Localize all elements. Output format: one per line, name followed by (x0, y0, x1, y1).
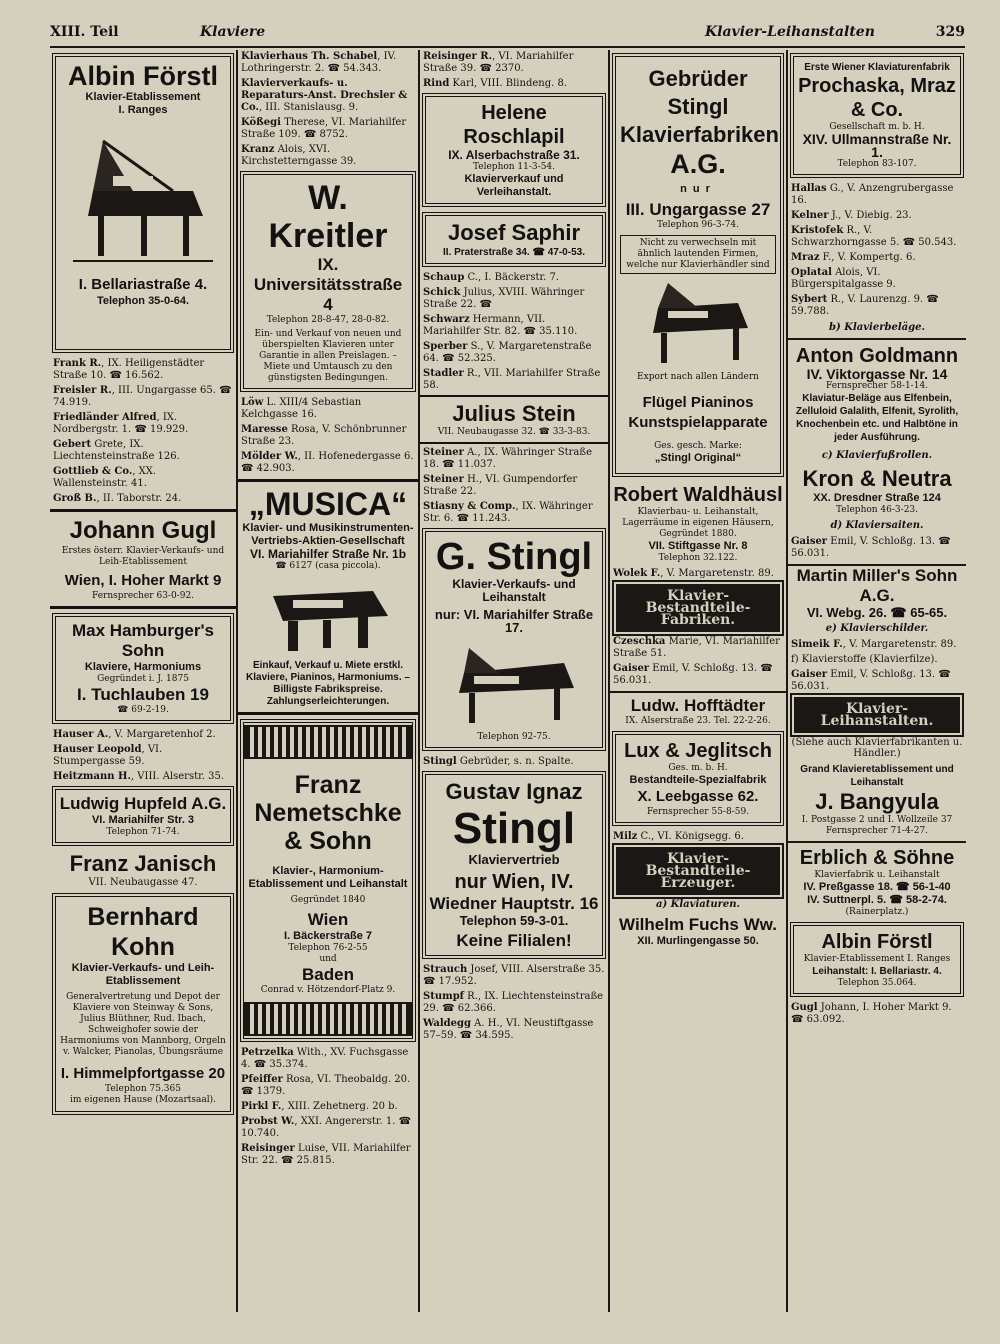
list-item: Frank R., IX. Heiligenstädter Straße 10. ☎ 16.562. (53, 358, 205, 381)
gebr-stingl-ad (612, 53, 784, 477)
list-item: Wolek F., V. Margaretenstr. 89. (613, 568, 774, 579)
roschlapil-ad (422, 93, 606, 207)
listing-group (238, 397, 418, 475)
list-item: f) Klavierstoffe (Klavierfilze). (791, 654, 938, 665)
column-3 (420, 50, 608, 1312)
ad-address: XIV. Ullmannstraße Nr. 1. (802, 131, 952, 160)
list-item: Sybert R., V. Laurenzg. 9. ☎ 59.788. (791, 294, 939, 317)
list-item: Hallas G., V. Anzengrubergasse 16. (791, 183, 954, 206)
list-item: Petrzelka With., XV. Fuchsgasse 4. ☎ 35.374. (241, 1047, 409, 1070)
section-label: Klaviere (200, 24, 266, 40)
ad-name: Johann Gugl (69, 517, 217, 544)
ornament-border (244, 725, 412, 759)
section-heading: Klavier-Bestandteile-Erzeuger. (616, 847, 780, 895)
ad-name: Josef Saphir (447, 220, 581, 245)
list-item: Waldegg A. H., VI. Neustiftgasse 57–59. ☎ 34.595. (423, 1018, 594, 1041)
ad-telephone: Telephon 71-74. (106, 827, 180, 837)
list-item: Pfeiffer Rosa, VI. Theobaldg. 20. ☎ 1379. (241, 1074, 411, 1097)
ad-name: Ludwig Hupfeld A.G. (59, 794, 227, 813)
ad-telephone: Telephon 59-3-01. (459, 913, 569, 928)
ad-line: Bestandteile-Spezialfabrik (629, 774, 767, 786)
ad-address: I. Postgasse 2 und I. Wollzeile 37 (801, 815, 953, 825)
ad-line: Export nach allen Ländern (637, 372, 759, 382)
ad-name: Albin Förstl (821, 931, 933, 953)
column-2 (238, 50, 418, 1312)
ad-text: Generalvertretung und Depot der Klaviere von Steinway & Sons, Julius Blüthner, Rud. Ibach, Schweighofer sowie der Harmoniums von Mannborg, Orgeln v. Walcker, Pianolas, Übungsräume (60, 992, 226, 1057)
ad-address: Wiedner Hauptstr. 16 (429, 894, 599, 913)
listing-group (610, 636, 786, 687)
list-item: Reisinger Luise, VII. Mariahilfer Str. 22. ☎ 25.815. (241, 1143, 411, 1166)
kron-listing (788, 466, 966, 516)
list-item: Rind Karl, VIII. Blindeng. 8. (423, 78, 567, 89)
hupfeld-ad (52, 786, 234, 846)
ad-telephone: Telephon 83-107. (837, 159, 917, 169)
ad-line: Gesellschaft m. b. H. (829, 122, 925, 132)
list-item: Schwarz Hermann, VII. Mariahilfer Str. 82. ☎ 35.110. (423, 314, 578, 337)
grand-piano-icon (449, 638, 579, 728)
g-stingl-ad (422, 528, 606, 751)
ad-line: Ges. gesch. Marke: (654, 441, 742, 451)
ad-telephone: Telephon 28-8-47, 28-0-82. (266, 315, 390, 325)
listing-group (420, 447, 608, 525)
section-note: (Siehe auch Klavierfabrikanten u. Händler.) (791, 737, 963, 759)
ad-telephone: Fernsprecher 55-8-59. (646, 807, 750, 817)
ad-text: Klaviatur-Beläge aus Elfenbein, Zelluloid Galalith, Elfenit, Syrolith, Knochenbein etc. und Halbtöne in jeder Ausführung. (795, 393, 959, 443)
ad-address: VII. Neubaugasse 32. ☎ 33-3-83. (437, 427, 591, 437)
subsection-heading: c) Klavierfußrollen. (821, 450, 933, 461)
ad-address: VI. Mariahilfer Str. 3 (91, 814, 195, 826)
list-item: Mraz F., V. Kompertg. 6. (791, 252, 916, 263)
ad-trademark: „Stingl Original“ (654, 452, 742, 464)
listing-group (420, 272, 608, 392)
grand-piano-icon (73, 121, 213, 271)
prochaska-ad (790, 53, 964, 178)
ad-address: II. Praterstraße 34. ☎ 47-0-53. (443, 247, 585, 258)
ad-address: Wien, I. Hoher Markt 9 (64, 572, 222, 589)
ad-telephone: Telephon 35.064. (837, 978, 917, 988)
ad-telephone: Telephon 96-3-74. (656, 220, 740, 230)
ad-address: I. Himmelpfortgasse 20 (60, 1065, 226, 1082)
listing-group (788, 639, 966, 693)
forstl-ad (52, 53, 234, 353)
list-item: Kelner J., V. Diebig. 23. (791, 210, 912, 221)
ad-conjunction: und (319, 954, 337, 964)
list-item: Kristofek R., V. Schwarzhorngasse 5. ☎ 50.543. (791, 225, 957, 248)
ad-address: VII. Neubaugasse 47. (88, 877, 198, 888)
ad-name: G. Stingl (435, 536, 593, 578)
ad-address: I. Tuchlauben 19 (77, 685, 209, 704)
kohn-ad (52, 893, 234, 1115)
ad-line: Gegründet i. J. 1875 (97, 674, 189, 684)
waldhausl-listing (610, 483, 786, 564)
ornament-border (244, 1002, 412, 1036)
ad-telephone: Fernsprecher 58-1-14. (825, 381, 929, 391)
page-header (50, 24, 965, 46)
grand-piano-icon (643, 278, 753, 368)
miller-listing (788, 564, 966, 619)
header-rule (50, 46, 965, 48)
topic-label: Klavier-Leihanstalten (705, 24, 875, 40)
ad-address: I. Bellariastraße 4. (78, 276, 208, 293)
ad-name: Helene Roschlapil (463, 102, 565, 148)
list-item: Probst W., XXI. Angererstr. 1. ☎ 10.740. (241, 1116, 412, 1139)
ad-line: Erstes österr. Klavier-Verkaufs- und Leih-Etablissement (61, 546, 225, 567)
ad-line: Klavier-Etablissement (85, 91, 201, 103)
list-item: Stiasny & Comp., IX. Währinger Str. 6. ☎ 11.243. (423, 501, 593, 524)
list-item: Heitzmann H., VIII. Alserstr. 35. (53, 771, 225, 782)
list-item: Oplatal Alois, VI. Bürgerspitalgasse 9. (791, 267, 896, 290)
ad-name: Prochaska, Mraz & Co. (798, 75, 956, 121)
list-item: Steiner A., IX. Währinger Straße 18. ☎ 11.037. (423, 447, 592, 470)
section-heading: Klavier-Leihanstalten. (794, 697, 960, 733)
ad-products: Flügel Pianinos Kunstspielapparate (628, 394, 768, 431)
list-item: Kranz Alois, XVI. Kirchstetterngasse 39. (241, 144, 357, 167)
ad-note: im eigenen Hause (Mozartsaal). (70, 1095, 216, 1105)
ad-name: Gebrüder Stingl (648, 66, 748, 119)
ad-telephone: Telephon 75.365 (105, 1084, 181, 1094)
ad-address: nur: VI. Mariahilfer Straße 17. (434, 607, 594, 635)
list-item: Hauser A., V. Margaretenhof 2. (53, 729, 216, 740)
ad-name: Martin Miller's Sohn A.G. (796, 566, 958, 605)
ad-name: Albin Förstl (68, 61, 218, 91)
ad-name: Gustav Ignaz (445, 779, 583, 804)
list-item: Stumpf R., IX. Liechtensteinstraße 29. ☎ 62.366. (423, 991, 604, 1014)
list-item: Klavierverkaufs- u. Reparaturs-Anst. Drechsler & Co., III. Stanislausg. 9. (241, 78, 408, 113)
list-item: Kößegi Therese, VI. Mariahilfer Straße 109. ☎ 8752. (241, 117, 407, 140)
hamburger-ad (52, 613, 234, 724)
goldmann-listing (788, 338, 966, 444)
ad-address: IX. Alserstraße 23. Tel. 22-2-26. (625, 716, 771, 726)
ad-line: Erste Wiener Klaviaturenfabrik (804, 62, 950, 73)
ad-name: Julius Stein (452, 401, 576, 426)
list-item: Hauser Leopold, VI. Stumpergasse 59. (53, 744, 163, 767)
ad-telephone: Telephon 46-3-23. (835, 505, 919, 515)
listing-group (50, 729, 236, 783)
ad-telephone: Fernsprecher 71-4-27. (825, 826, 929, 836)
ad-name: Klavierfabriken (620, 122, 779, 147)
ad-line: Klavierfabrik u. Leihanstalt (814, 870, 940, 880)
part-label: XIII. Teil (50, 24, 119, 40)
ad-line: I. Ranges (118, 104, 168, 116)
list-item: Maresse Rosa, V. Schönbrunner Straße 23. (241, 424, 407, 447)
list-item: Stadler R., VII. Mariahilfer Straße 58. (423, 368, 601, 391)
ad-name: Erblich & Söhne (799, 847, 955, 869)
ad-address: IV. Preßgasse 18. ☎ 56-1-40 (803, 881, 951, 893)
forstl-small-ad (790, 922, 964, 997)
list-item: Strauch Josef, VIII. Alserstraße 35. ☎ 17.952. (423, 964, 605, 987)
list-item: Simeik F., V. Margaretenstr. 89. (791, 639, 957, 650)
ad-line: Grand Klavieretablissement und Leihanstalt (800, 764, 954, 788)
list-item: Reisinger R., VI. Mariahilfer Straße 39. ☎ 2370. (423, 51, 574, 74)
listing-group (238, 51, 418, 168)
list-item: Gaiser Emil, V. Schloßg. 13. ☎ 56.031. (791, 536, 951, 559)
ad-address: Conrad v. Hötzendorf-Platz 9. (260, 985, 396, 995)
listing-group (50, 358, 236, 505)
ad-name: J. Bangyula (815, 789, 939, 814)
ad-telephone: ☎ 6127 (casa piccola). (275, 561, 381, 571)
column-5 (788, 50, 966, 1312)
ad-name: Ludw. Hofftädter (630, 696, 766, 715)
ad-line: Klaviere, Harmoniums (84, 661, 202, 673)
list-item: Czeschka Marie, VI. Mariahilfer Straße 51. (613, 636, 780, 659)
listing-group (420, 964, 608, 1042)
section-heading: Klavier-Bestandteile-Fabriken. (616, 584, 780, 632)
subsection-heading: e) Klavierschilder. (825, 623, 929, 634)
ad-telephone: Telephon 35-0-64. (96, 295, 190, 307)
ad-address: X. Leebgasse 62. (637, 788, 759, 805)
ad-name: Franz Nemetschke & Sohn (254, 771, 402, 855)
nemetschke-ad (240, 719, 416, 1042)
list-item: Stingl Gebrüder, s. n. Spalte. (423, 756, 574, 767)
ad-address: VII. Stiftgasse Nr. 8 (648, 540, 748, 552)
list-item: Gottlieb & Co., XX. Wallensteinstr. 41. (53, 466, 157, 489)
ad-note: (Rainerplatz.) (845, 907, 909, 917)
ad-name: Stingl (452, 804, 576, 853)
lux-ad (612, 731, 784, 826)
ad-line: Klavier-Verkaufs- und Leih-Etablissement (71, 962, 215, 987)
janisch-listing (50, 851, 236, 889)
list-item: Pirkl F., XIII. Zehetnerg. 20 b. (241, 1101, 398, 1112)
kreitler-ad (240, 171, 416, 392)
ad-address: VI. Webg. 26. ☎ 65-65. (806, 605, 948, 620)
gugl-ad (50, 509, 236, 609)
ad-address: III. Ungargasse 27 (625, 200, 771, 219)
ad-name: Lux & Jeglitsch (624, 740, 772, 762)
list-item: Schick Julius, XVIII. Währinger Straße 22. ☎ (423, 287, 585, 310)
ad-telephone: ☎ 69-2-19. (117, 705, 169, 715)
listing-group (238, 1047, 418, 1167)
ad-name: Franz Janisch (69, 851, 217, 876)
ad-name: Robert Waldhäusl (613, 484, 783, 506)
ad-line: nur (680, 183, 716, 195)
hofftadter-listing (610, 691, 786, 727)
ad-address: IX. Alserbachstraße 31. (448, 148, 580, 162)
stein-ad (420, 395, 608, 444)
ad-telephone: Telephon 76-2-55 (288, 943, 368, 953)
saphir-ad (422, 212, 606, 267)
ad-address: XII. Murlingengasse 50. (637, 935, 759, 947)
ad-city: Baden (302, 965, 354, 984)
listing-group (788, 183, 966, 318)
ad-name: Max Hamburger's Sohn (72, 621, 214, 660)
list-item: Mölder W., II. Hofenedergasse 6. ☎ 42.903. (241, 451, 414, 474)
page-number: 329 (935, 24, 965, 40)
list-item: Löw L. XIII/4 Sebastian Kelchgasse 16. (241, 397, 362, 420)
subsection-heading: a) Klaviaturen. (655, 899, 741, 910)
ad-line: Klavier-Etablissement I. Ranges (803, 954, 951, 964)
ad-name: Kron & Neutra (802, 466, 952, 491)
listing-group (420, 51, 608, 90)
list-item: Groß B., II. Taborstr. 24. (53, 493, 182, 504)
subsection-heading: b) Klavierbeläge. (829, 322, 925, 333)
ad-line: Klavier- und Musikinstrumenten-Vertriebs-Aktien-Gesellschaft (242, 522, 414, 547)
list-item: Gugl Johann, I. Hoher Markt 9. ☎ 63.092. (791, 1002, 952, 1025)
list-item: Milz C., VI. Königsegg. 6. (613, 831, 744, 842)
ad-line: Klavier-Verkaufs- und Leihanstalt (452, 577, 576, 604)
ad-address: XX. Dresdner Straße 124 (813, 492, 941, 504)
ad-text: Klavierbau- u. Leihanstalt, Lagerräume in eigenen Häusern, Gegründet 1880. (622, 507, 774, 539)
ad-telephone: Fernsprecher 63-0-92. (91, 591, 195, 601)
ad-address: IV. Suttnerpl. 5. ☎ 58-2-74. (807, 894, 947, 906)
ad-note: Nicht zu verwechseln mit ähnlich lautenden Firmen, welche nur Klavierhändler sind (620, 235, 776, 274)
musica-ad (238, 479, 418, 715)
ad-founded: Gegründet 1840 (290, 895, 366, 905)
ad-name: Wilhelm Fuchs Ww. (619, 915, 777, 934)
ad-telephone: Telephon 11-3-54. (472, 162, 556, 172)
ad-address: VI. Mariahilfer Straße Nr. 1b (249, 547, 407, 561)
ad-name: A.G. (670, 149, 726, 179)
list-item: Sperber S., V. Margaretenstraße 64. ☎ 52.325. (423, 341, 592, 364)
ad-line: Klaviervertrieb (468, 852, 560, 867)
ad-address: nur Wien, IV. (454, 871, 574, 893)
list-item: Gaiser Emil, V. Schloßg. 13. ☎ 56.031. (613, 663, 773, 686)
ad-address: I. Bäckerstraße 7 (283, 930, 373, 942)
ad-text: Klavierverkauf und Verleihanstalt. (464, 173, 564, 198)
ad-address: IX. Universitätsstraße 4 (253, 255, 403, 314)
list-item: Freisler R., III. Ungargasse 65. ☎ 74.919. (53, 385, 232, 408)
column-1 (50, 50, 236, 1312)
ad-text: Ein- und Verkauf von neuen und überspielten Klavieren unter Garantie in allen Preislagen. – Miete und Umtausch zu den günstigsten Bedingungen. (254, 329, 402, 383)
ad-city: Wien (307, 910, 349, 929)
list-item: Schaup C., I. Bäckerstr. 7. (423, 272, 560, 283)
ad-address: Leihanstalt: I. Bellariastr. 4. (812, 966, 942, 977)
list-item: Friedländer Alfred, IX. Nordbergstr. 1. ☎ 19.929. (53, 412, 189, 435)
ad-name: W. Kreitler (268, 179, 388, 255)
column-4 (610, 50, 786, 1312)
gi-stingl-ad (422, 771, 606, 959)
ad-text: Einkauf, Verkauf u. Miete erstkl. Klaviere, Pianinos, Harmoniums. – Billigste Fabrikspreise. Zahlungserleichterungen. (246, 660, 410, 707)
ad-line: Klavier-, Harmonium-Etablissement und Leihanstalt (248, 865, 408, 890)
ad-name: Anton Goldmann (795, 345, 959, 367)
ad-name: Bernhard Kohn (87, 903, 199, 961)
list-item: Gaiser Emil, V. Schloßg. 13. ☎ 56.031. (791, 669, 951, 692)
erblich-listing (788, 841, 966, 918)
ad-name: „MUSICA“ (248, 486, 408, 522)
piano-illustration-icon (263, 576, 393, 656)
fuchs-listing (610, 915, 786, 948)
ad-line: Ges. m. b. H. (668, 763, 728, 773)
list-item: Gebert Grete, IX. Liechtensteinstraße 126. (53, 439, 180, 462)
bangyula-listing (788, 763, 966, 837)
subsection-heading: d) Klaviersaiten. (830, 520, 924, 531)
ad-note: Keine Filialen! (456, 931, 572, 950)
ad-address: IV. Viktorgasse Nr. 14 (806, 366, 948, 382)
ad-telephone: Telephon 32.122. (658, 553, 738, 563)
list-item: Klavierhaus Th. Schabel, IV. Lothringerstr. 2. ☎ 54.343. (241, 51, 397, 74)
list-item: Steiner H., VI. Gumpendorfer Straße 22. (423, 474, 578, 497)
ad-telephone: Telephon 92-75. (477, 732, 551, 742)
